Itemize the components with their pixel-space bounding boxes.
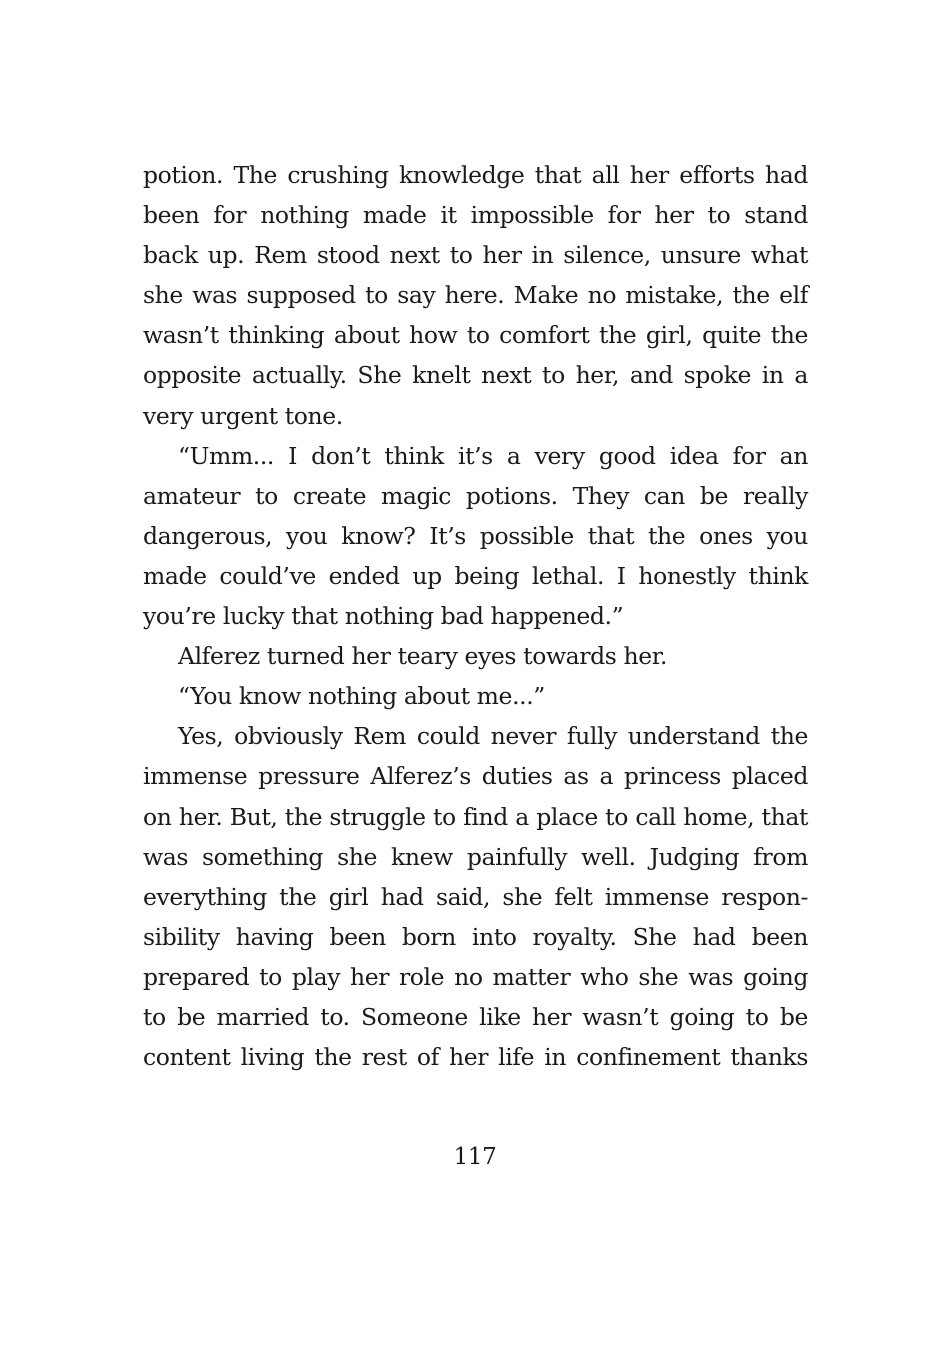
text-line: “You know nothing about me...” xyxy=(178,682,545,711)
text-line: content living the rest of her life in confinement thanks xyxy=(143,1043,808,1072)
text-line: on her. But, the struggle to find a place to call home, that xyxy=(143,802,808,831)
text-line: potion. The crushing knowledge that all her efforts had xyxy=(143,161,808,189)
text-line: prepared to play her role no matter who she was going xyxy=(143,962,808,991)
text-line: everything the girl had said, she felt immense respon- xyxy=(143,882,808,911)
text-line: Alferez turned her teary eyes towards her. xyxy=(178,642,668,671)
text-line: you’re lucky that nothing bad happened.” xyxy=(143,602,624,631)
text-line: was something she knew painfully well. Judging from xyxy=(143,842,808,871)
text-line: Yes, obviously Rem could never fully understand the xyxy=(178,722,808,751)
text-line: dangerous, you know? It’s possible that the ones you xyxy=(143,521,808,550)
text-line: back up. Rem stood next to her in silence, unsure what xyxy=(143,241,808,270)
text-line: sibility having been born into royalty. She had been xyxy=(143,922,808,951)
text-line: immense pressure Alferez’s duties as a princess placed xyxy=(143,762,808,791)
text-line: to be married to. Someone like her wasn’t going to be xyxy=(143,1002,808,1031)
text-line: made could’ve ended up being lethal. I honestly think xyxy=(143,561,808,590)
text-line: wasn’t thinking about how to comfort the girl, quite the xyxy=(143,321,808,350)
page-body xyxy=(143,155,808,1077)
text-line: opposite actually. She knelt next to her, and spoke in a xyxy=(143,361,808,390)
text-line: amateur to create magic potions. They can be really xyxy=(143,481,808,510)
text-line: “Umm... I don’t think it’s a very good idea for an xyxy=(178,441,808,470)
text-line: she was supposed to say here. Make no mistake, the elf xyxy=(143,281,808,310)
text-line: very urgent tone. xyxy=(143,401,343,430)
text-line: been for nothing made it impossible for her to stand xyxy=(143,201,808,230)
page-number: 117 xyxy=(453,1144,497,1170)
